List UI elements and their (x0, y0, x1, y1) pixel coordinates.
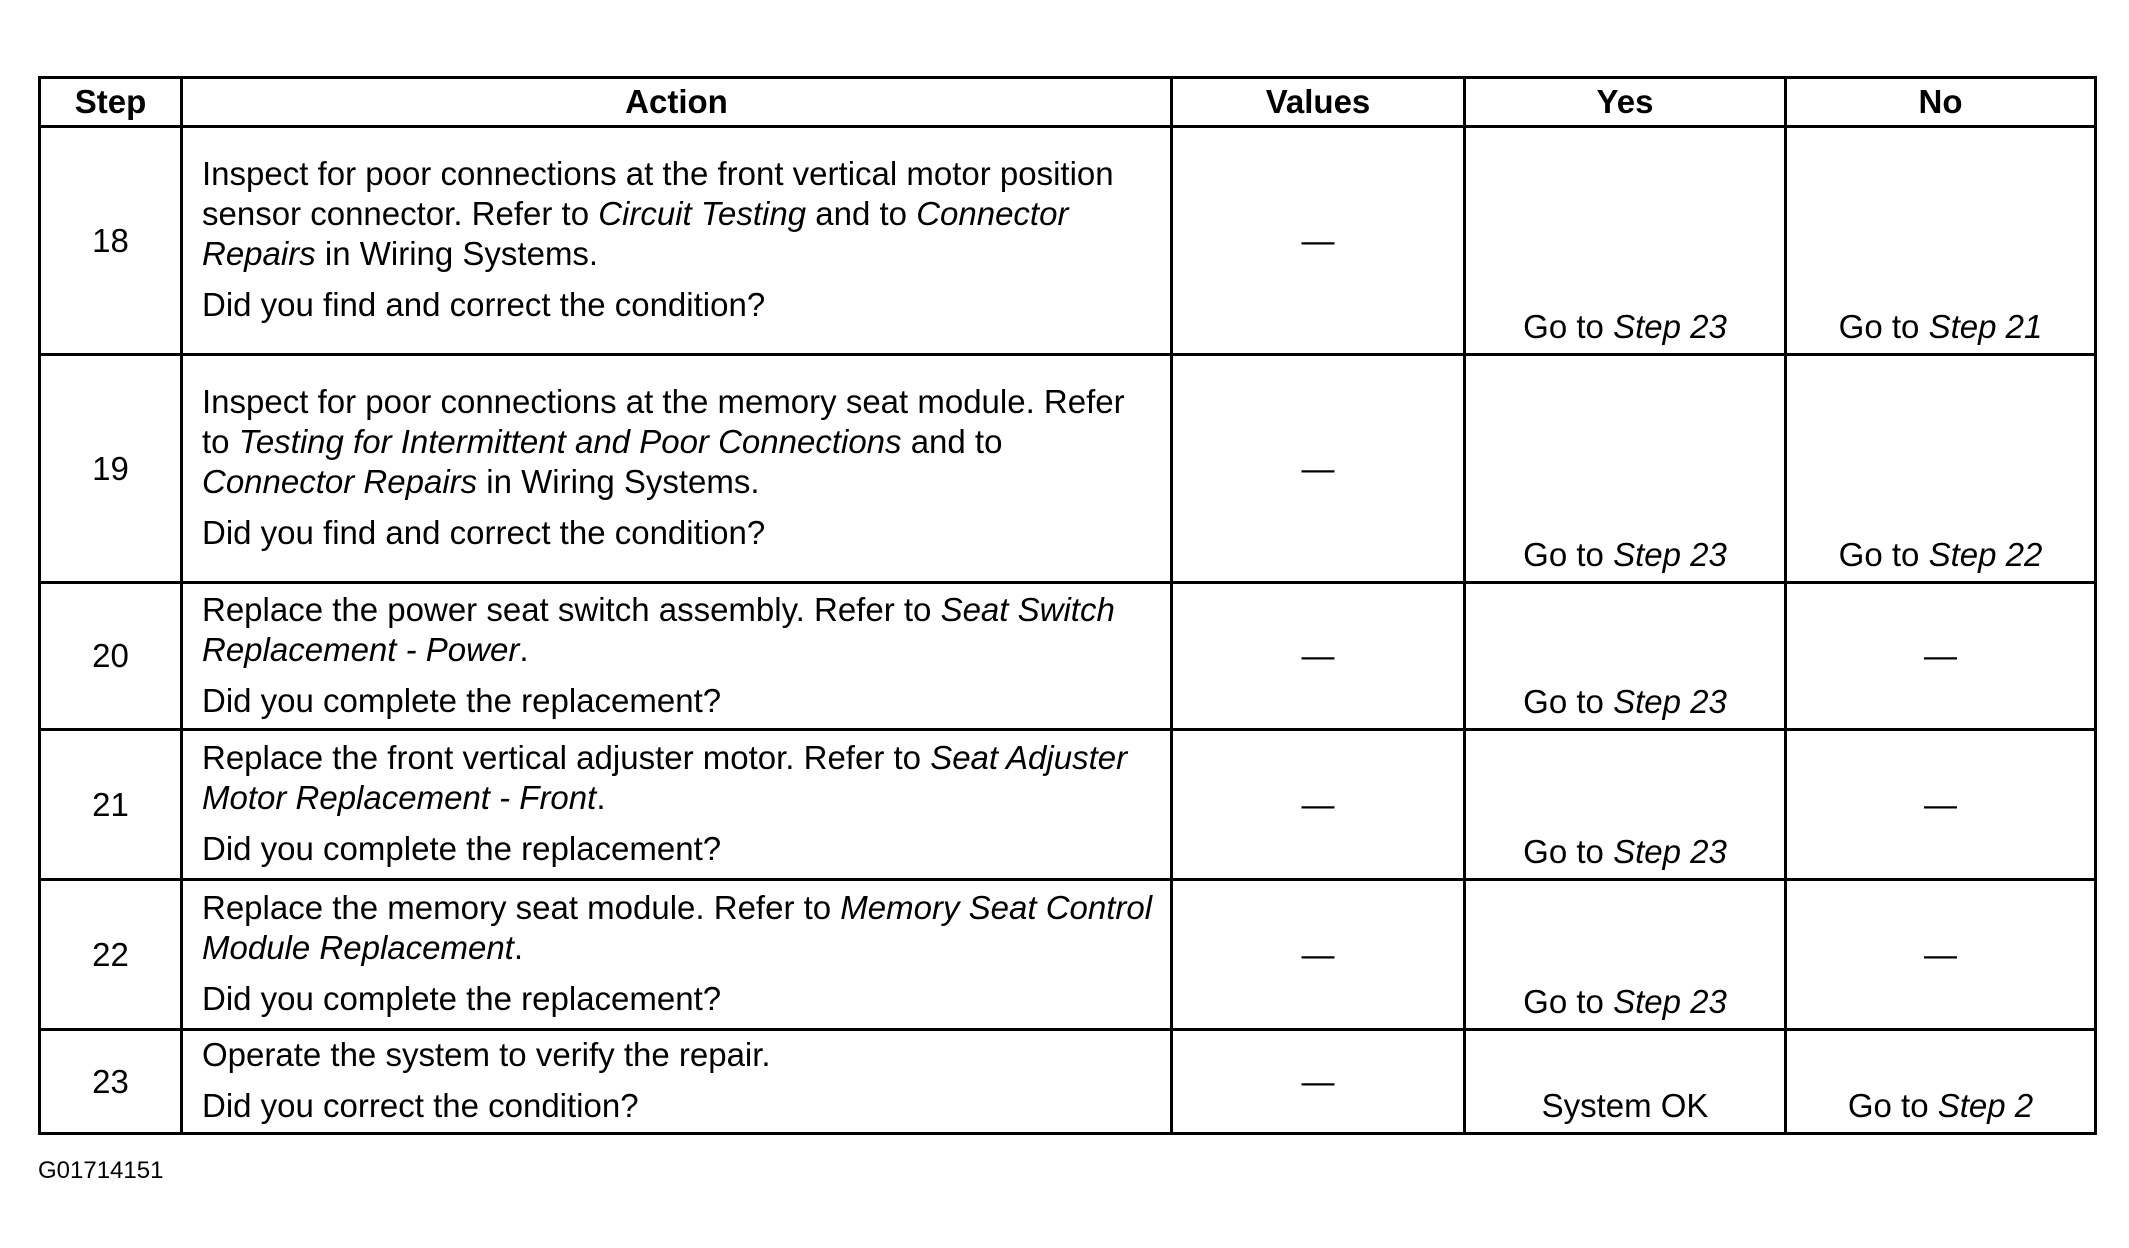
instruction-text: . (513, 929, 524, 966)
yes-cell (1465, 730, 1786, 880)
yes-step-ref: Step 23 (1613, 833, 1727, 870)
yes-text: Go to (1523, 536, 1614, 573)
no-cell (1786, 730, 2096, 880)
yes-text: System OK (1541, 1087, 1709, 1124)
no-text: Go to (1838, 536, 1929, 573)
no-step-ref: Step 22 (1928, 536, 2043, 573)
yes-text: Go to (1523, 308, 1614, 345)
figure-id: G01714151 (38, 1157, 164, 1184)
no-cell (1786, 583, 2096, 730)
instruction-text: Inspect for poor connections at the memory seat module. Refer to (202, 383, 1125, 460)
table-row (40, 880, 2096, 1030)
instruction-text: Replace the memory seat module. Refer to (202, 889, 841, 926)
yes-text: Go to (1523, 833, 1614, 870)
header-step: Step (40, 78, 182, 127)
header-row (40, 78, 2096, 127)
action-question: Did you complete the replacement? (202, 830, 722, 867)
action-cell (182, 880, 1172, 1030)
instruction-text: and to (806, 195, 917, 232)
step-number: 20 (40, 583, 182, 730)
reference-link-text: Circuit Testing (598, 195, 807, 232)
no-step-ref: Step 21 (1928, 308, 2043, 345)
instruction-text: Inspect for poor connections at the front vertical motor position sensor connector. Refer to (202, 155, 1114, 232)
no-cell (1786, 880, 2096, 1030)
yes-text: Go to (1523, 983, 1614, 1020)
no-text: — (1924, 935, 1957, 973)
instruction-text: in Wiring Systems. (477, 463, 760, 500)
header-no: No (1786, 78, 2096, 127)
action-question: Did you find and correct the condition? (202, 286, 766, 323)
step-number: 19 (40, 355, 182, 583)
instruction-text: Operate the system to verify the repair. (202, 1036, 771, 1073)
yes-cell (1465, 127, 1786, 355)
reference-link-text: Seat Adjuster Motor Replacement - Front (202, 739, 1128, 816)
action-instruction (202, 382, 1154, 502)
reference-link-text: Memory Seat Control Module Replacement (202, 889, 1153, 966)
instruction-text: . (596, 779, 606, 816)
header-action: Action (182, 78, 1172, 127)
step-number: 18 (40, 127, 182, 355)
yes-text: Go to (1523, 683, 1614, 720)
values-cell: — (1172, 127, 1465, 355)
action-instruction (202, 590, 1154, 670)
no-cell (1786, 355, 2096, 583)
instruction-text: in Wiring Systems. (315, 235, 599, 272)
table-row (40, 127, 2096, 355)
no-text: Go to (1847, 1087, 1938, 1124)
table-row (40, 355, 2096, 583)
action-question: Did you find and correct the condition? (202, 514, 766, 551)
reference-link-text: Testing for Intermittent and Poor Connections (238, 423, 902, 460)
action-instruction (202, 738, 1154, 818)
action-instruction (202, 1035, 1154, 1075)
no-step-ref: Step 2 (1937, 1087, 2034, 1124)
step-number: 21 (40, 730, 182, 880)
action-question: Did you correct the condition? (202, 1087, 639, 1124)
yes-step-ref: Step 23 (1613, 683, 1727, 720)
header-values: Values (1172, 78, 1465, 127)
yes-cell (1465, 1030, 1786, 1134)
table-row (40, 1030, 2096, 1134)
no-cell (1786, 127, 2096, 355)
yes-step-ref: Step 23 (1613, 536, 1727, 573)
yes-cell (1465, 583, 1786, 730)
action-question: Did you complete the replacement? (202, 681, 722, 719)
values-cell: — (1172, 355, 1465, 583)
values-cell: — (1172, 583, 1465, 730)
yes-cell (1465, 355, 1786, 583)
header-yes: Yes (1465, 78, 1786, 127)
instruction-text: and to (901, 423, 1003, 460)
instruction-text: Replace the front vertical adjuster motor. Refer to (202, 739, 931, 776)
action-cell (182, 730, 1172, 880)
action-cell (182, 1030, 1172, 1134)
reference-link-text: Connector Repairs (202, 195, 1069, 272)
yes-step-ref: Step 23 (1613, 308, 1727, 345)
action-instruction (202, 888, 1154, 968)
reference-link-text: Seat Switch Replacement - Power (202, 590, 1115, 668)
table-body (40, 127, 2096, 1134)
instruction-text: . (519, 630, 529, 668)
table-header (40, 78, 2096, 127)
values-cell: — (1172, 1030, 1465, 1134)
action-cell (182, 127, 1172, 355)
action-cell (182, 355, 1172, 583)
table-row (40, 730, 2096, 880)
no-text: Go to (1838, 308, 1929, 345)
yes-step-ref: Step 23 (1613, 983, 1727, 1020)
step-number: 23 (40, 1030, 182, 1134)
no-cell (1786, 1030, 2096, 1134)
diagnostic-table (38, 76, 2097, 1135)
action-cell (182, 583, 1172, 730)
table-row (40, 583, 2096, 730)
step-number: 22 (40, 880, 182, 1030)
no-text: — (1924, 637, 1957, 674)
reference-link-text: Connector Repairs (202, 463, 478, 500)
action-question: Did you complete the replacement? (202, 980, 722, 1017)
action-instruction (202, 154, 1154, 274)
values-cell: — (1172, 880, 1465, 1030)
no-text: — (1924, 785, 1957, 823)
values-cell: — (1172, 730, 1465, 880)
instruction-text: Replace the power seat switch assembly. Refer to (202, 590, 941, 628)
yes-cell (1465, 880, 1786, 1030)
